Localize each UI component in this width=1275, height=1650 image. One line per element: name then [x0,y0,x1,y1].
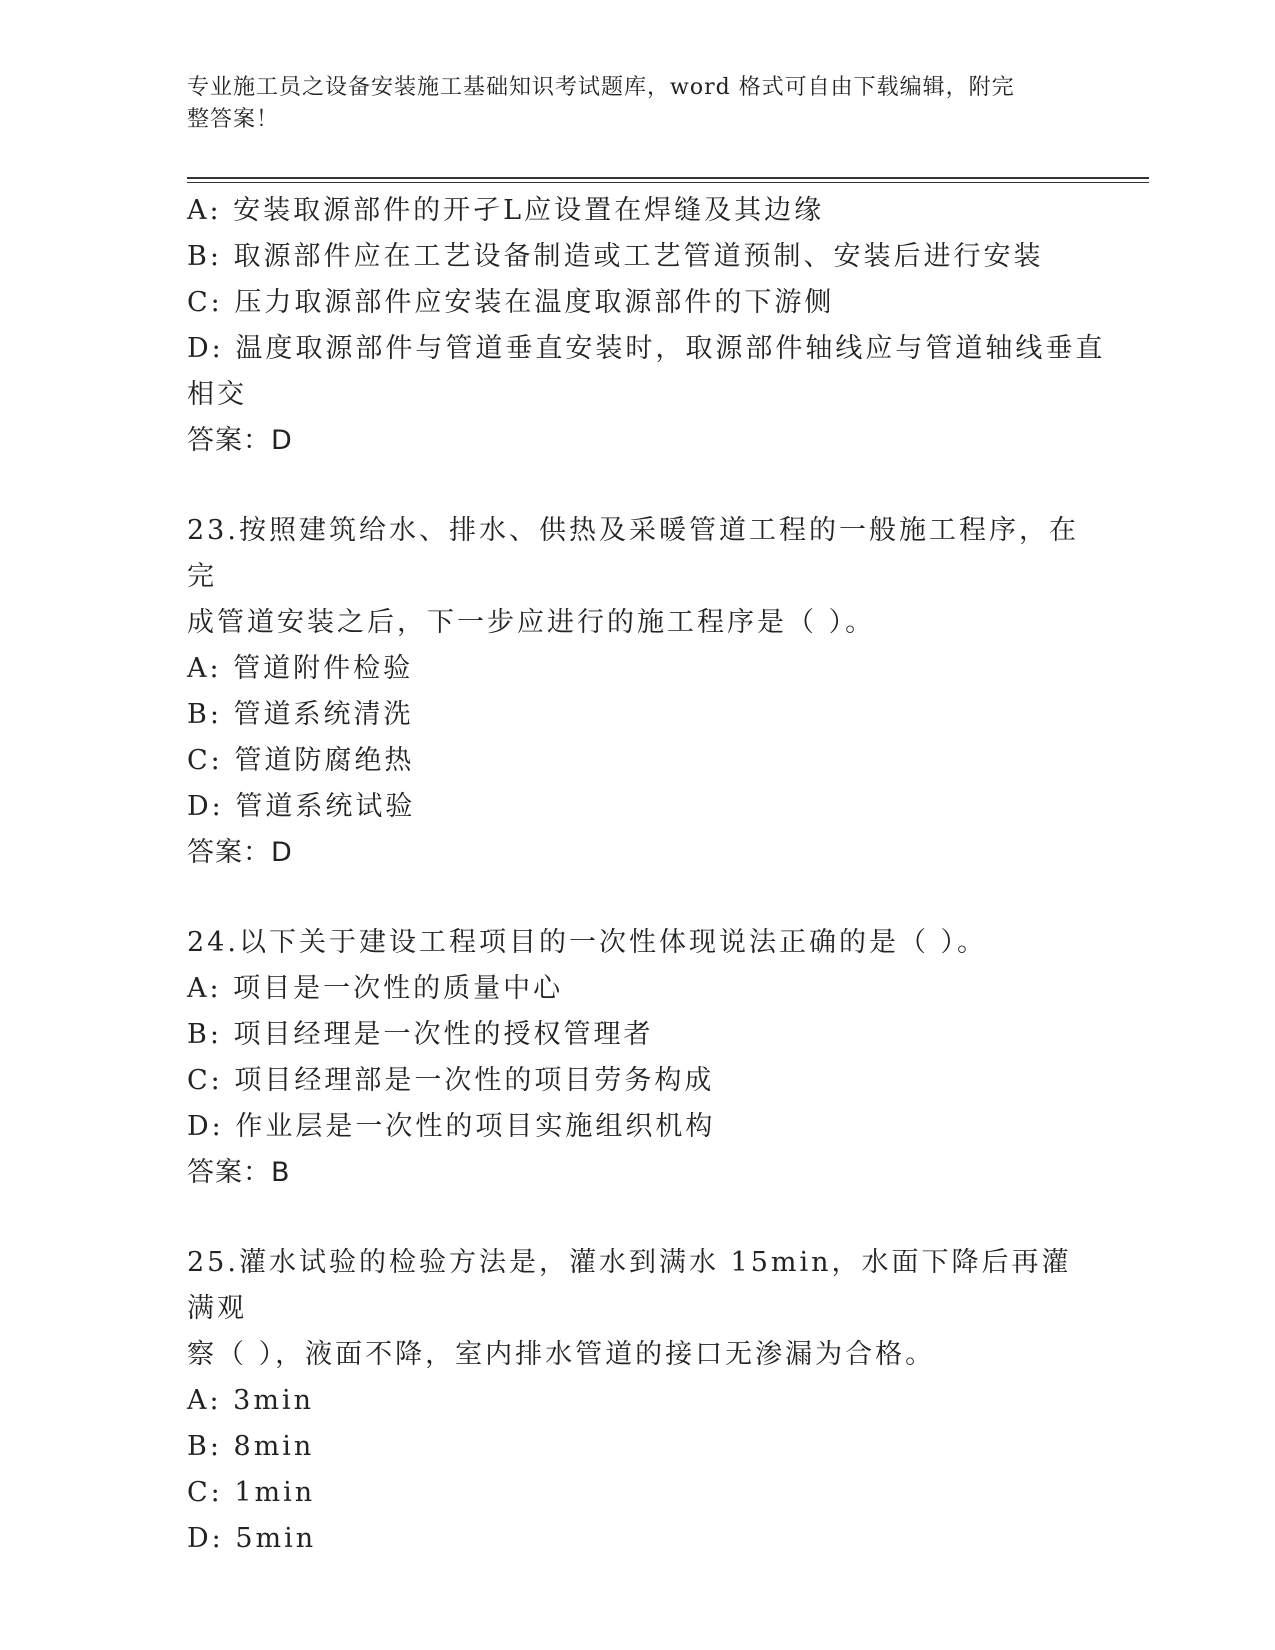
question-stem-line-1: 23.按照建筑给水、排水、供热及采暖管道工程的一般施工程序，在完 [187,515,1079,592]
question-stem-line-2: 成管道安装之后，下一步应进行的施工程序是（ ）。 [187,607,876,638]
option-a: A: 管道附件检验 [187,653,414,684]
answer-text: 答案：D [187,837,293,868]
header-title-line-2: 整答案！ [187,107,280,132]
option-b: B: 取源部件应在工艺设备制造或工艺管道预制、安装后进行安装 [187,241,1044,272]
header-title-line-1: 专业施工员之设备安装施工基础知识考试题库，word 格式可自由下载编辑，附完 [187,75,1015,100]
question-list [187,188,1106,1562]
document-header [187,72,1067,136]
question-22 [187,188,1106,464]
question-stem-line-2: 察（ ），液面不降，室内排水管道的接口无渗漏为合格。 [187,1339,936,1370]
question-stem-line-1: 25.灌水试验的检验方法是，灌水到满水 15min，水面下降后再灌满观 [187,1247,1072,1324]
option-c: C: 项目经理部是一次性的项目劳务构成 [187,1065,715,1096]
option-b: B: 管道系统清洗 [187,699,414,730]
header-divider-thin [187,182,1149,183]
question-spacer [187,876,1087,920]
option-a: A: 项目是一次性的质量中心 [187,973,564,1004]
header-divider-thick [187,177,1149,179]
option-c: C: 1min [187,1477,316,1508]
answer-text: 答案：D [187,425,293,456]
option-d: D: 管道系统试验 [187,791,416,822]
question-spacer [187,464,1087,508]
option-a: A: 安装取源部件的开孑L应设置在焊缝及其边缘 [187,195,825,226]
question-23 [187,508,1087,876]
option-d: D: 作业层是一次性的项目实施组织机构 [187,1111,716,1142]
question-24 [187,920,1087,1196]
option-d: D: 温度取源部件与管道垂直安装时，取源部件轴线应与管道轴线垂直 [187,333,1106,364]
option-b: B: 8min [187,1431,315,1462]
question-spacer [187,1196,1087,1240]
option-c: C: 压力取源部件应安装在温度取源部件的下游侧 [187,287,835,318]
question-stem-line-1: 24.以下关于建设工程项目的一次性体现说法正确的是（ ）。 [187,927,988,958]
answer-text: 答案：B [187,1157,291,1188]
option-d-continued: 相交 [187,379,247,410]
option-b: B: 项目经理是一次性的授权管理者 [187,1019,654,1050]
option-a: A: 3min [187,1385,314,1416]
option-d: D: 5min [187,1523,317,1554]
option-c: C: 管道防腐绝热 [187,745,415,776]
question-25 [187,1240,1087,1562]
